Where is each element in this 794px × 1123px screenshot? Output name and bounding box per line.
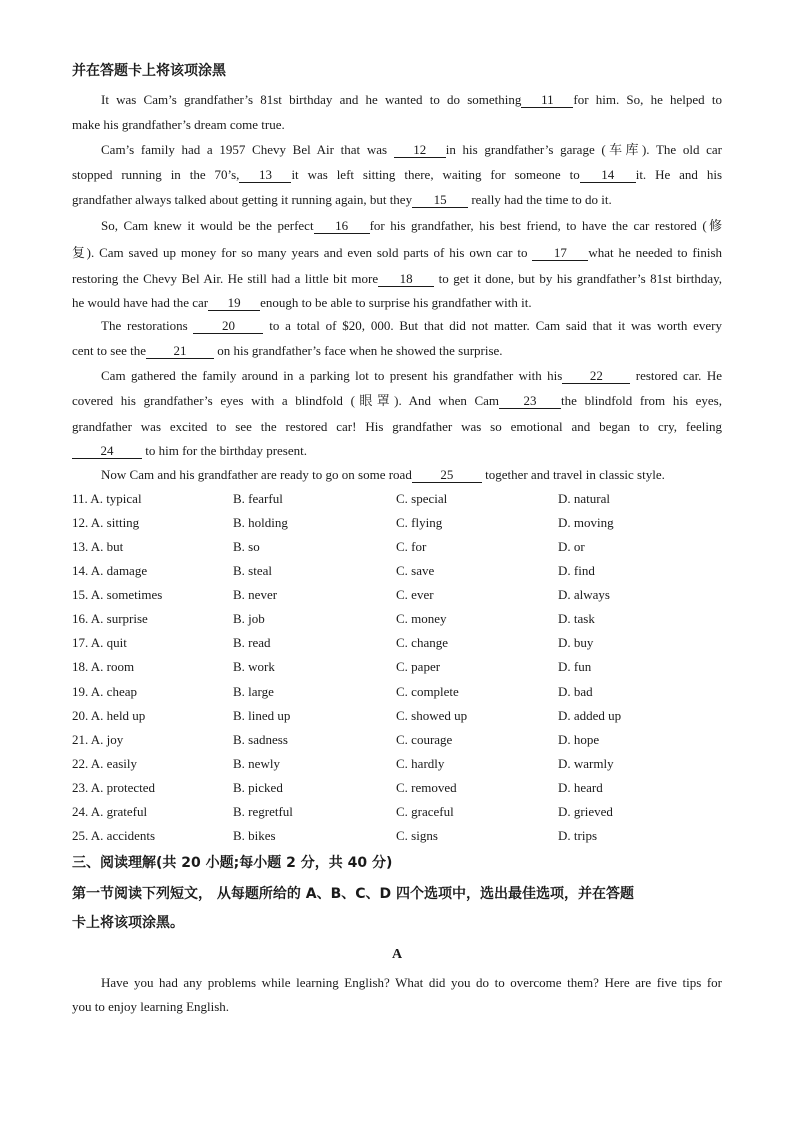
option-c: C. hardly bbox=[396, 756, 445, 771]
option-row bbox=[72, 491, 732, 507]
option-c: C. showed up bbox=[396, 708, 468, 723]
option-a: 17. A. quit bbox=[72, 635, 127, 650]
option-b: B. so bbox=[233, 539, 260, 554]
blank-11: 11 bbox=[521, 93, 573, 108]
blank-12: 12 bbox=[394, 143, 446, 158]
passage-line: cent to see the 21 on his grandfather’s face when he showed the surprise. bbox=[72, 343, 503, 358]
option-d: D. buy bbox=[558, 635, 594, 650]
option-a: 12. A. sitting bbox=[72, 515, 140, 530]
option-d: D. moving bbox=[558, 515, 614, 530]
blank-18: 18 bbox=[378, 272, 434, 287]
blank-14: 14 bbox=[580, 168, 636, 183]
option-row bbox=[72, 563, 732, 579]
section-heading: 并在答题卡上将该项涂黑 bbox=[72, 63, 226, 79]
option-c: C. money bbox=[396, 611, 447, 626]
passage-line: you to enjoy learning English. bbox=[72, 999, 230, 1014]
option-b: B. work bbox=[233, 659, 275, 674]
option-row bbox=[72, 804, 732, 820]
option-a: 16. A. surprise bbox=[72, 611, 148, 626]
reading-instruction: 第一节阅读下列短文， 从每题所给的 A、B、C、D 四个选项中，选出最佳选项，并在答题 bbox=[72, 886, 635, 902]
option-row bbox=[72, 828, 732, 844]
option-row bbox=[72, 756, 732, 772]
reading-section-heading: 三、阅读理解(共 20 小题;每小题 2 分，共 40 分) bbox=[72, 855, 393, 871]
option-d: D. always bbox=[558, 587, 610, 602]
passage-line: Now Cam and his grandfather are ready to go on some road 25 together and travel in classic style. bbox=[101, 467, 665, 482]
passage-line: covered his grandfather’s eyes with a blindfold (眼罩). And when Cam 23 the blindfold from his eyes, bbox=[72, 393, 722, 408]
option-b: B. fearful bbox=[233, 491, 283, 506]
passage-line: make his grandfather’s dream come true. bbox=[72, 117, 285, 132]
option-b: B. regretful bbox=[233, 804, 293, 819]
blank-15: 15 bbox=[412, 193, 468, 208]
option-d: D. added up bbox=[558, 708, 622, 723]
option-d: D. hope bbox=[558, 732, 600, 747]
passage-line: It was Cam’s grandfather’s 81st birthday and he wanted to do something 11 for him. So, he helped to bbox=[101, 92, 722, 107]
option-a: 15. A. sometimes bbox=[72, 587, 163, 602]
option-d: D. or bbox=[558, 539, 585, 554]
option-b: B. read bbox=[233, 635, 271, 650]
option-row bbox=[72, 708, 732, 724]
blank-17: 17 bbox=[532, 246, 588, 261]
option-c: C. flying bbox=[396, 515, 443, 530]
option-row bbox=[72, 684, 732, 700]
blank-16: 16 bbox=[314, 219, 370, 234]
option-row bbox=[72, 780, 732, 796]
passage-line: restoring the Chevy Bel Air. He still had a little bit more 18 to get it done, but by his grandfather’s 81st birthday, bbox=[72, 271, 723, 286]
option-a: 14. A. damage bbox=[72, 563, 148, 578]
option-b: B. never bbox=[233, 587, 278, 602]
blank-24: 24 bbox=[72, 444, 142, 459]
option-c: C. ever bbox=[396, 587, 434, 602]
option-c: C. change bbox=[396, 635, 448, 650]
option-b: B. job bbox=[233, 611, 265, 626]
option-a: 20. A. held up bbox=[72, 708, 146, 723]
passage-line: Have you had any problems while learning English? What did you do to overcome them? Here are five tips for bbox=[101, 975, 722, 990]
option-b: B. newly bbox=[233, 756, 280, 771]
blank-13: 13 bbox=[239, 168, 291, 183]
passage-line: So, Cam knew it would be the perfect 16 for his grandfather, his best friend, to have the car restored (修 bbox=[101, 218, 722, 233]
blank-19: 19 bbox=[208, 296, 260, 311]
option-b: B. holding bbox=[233, 515, 288, 530]
option-c: C. complete bbox=[396, 684, 459, 699]
passage-label: A bbox=[391, 947, 403, 962]
option-c: C. paper bbox=[396, 659, 441, 674]
option-d: D. bad bbox=[558, 684, 593, 699]
option-row bbox=[72, 732, 732, 748]
passage-line: stopped running in the 70’s, 13 it was left sitting there, waiting for someone to 14 it. He and his bbox=[72, 167, 723, 182]
option-b: B. lined up bbox=[233, 708, 291, 723]
option-b: B. sadness bbox=[233, 732, 288, 747]
option-d: D. fun bbox=[558, 659, 592, 674]
option-d: D. find bbox=[558, 563, 595, 578]
option-a: 22. A. easily bbox=[72, 756, 137, 771]
option-b: B. bikes bbox=[233, 828, 276, 843]
passage-line: 复). Cam saved up money for so many years and even sold parts of his own car to 17 what he needed to finish bbox=[72, 245, 722, 260]
option-row bbox=[72, 515, 732, 531]
option-c: C. courage bbox=[396, 732, 453, 747]
option-d: D. warmly bbox=[558, 756, 614, 771]
option-b: B. large bbox=[233, 684, 274, 699]
option-c: C. special bbox=[396, 491, 448, 506]
option-d: D. task bbox=[558, 611, 595, 626]
option-d: D. trips bbox=[558, 828, 597, 843]
blank-20: 20 bbox=[193, 319, 263, 334]
option-d: D. natural bbox=[558, 491, 610, 506]
blank-22: 22 bbox=[562, 369, 630, 384]
passage-line: Cam’s family had a 1957 Chevy Bel Air that was 12 in his grandfather’s garage (车库). The old car bbox=[101, 142, 723, 157]
option-c: C. save bbox=[396, 563, 435, 578]
passage-line: 24 to him for the birthday present. bbox=[72, 443, 722, 459]
option-b: B. picked bbox=[233, 780, 283, 795]
passage-line: grandfather was excited to see the restored car! His grandfather was so emotional and began to cry, feeling bbox=[72, 419, 722, 434]
option-c: C. signs bbox=[396, 828, 438, 843]
option-a: 19. A. cheap bbox=[72, 684, 137, 699]
option-row bbox=[72, 539, 732, 555]
option-row bbox=[72, 611, 732, 627]
option-row bbox=[72, 635, 732, 651]
option-a: 13. A. but bbox=[72, 539, 124, 554]
blank-23: 23 bbox=[499, 394, 561, 409]
option-a: 23. A. protected bbox=[72, 780, 156, 795]
option-row bbox=[72, 659, 732, 675]
passage-line: he would have had the car 19 enough to be able to surprise his grandfather with it. bbox=[72, 295, 532, 310]
reading-instruction: 卡上将该项涂黑。 bbox=[72, 915, 184, 931]
blank-21: 21 bbox=[146, 344, 214, 359]
option-a: 18. A. room bbox=[72, 659, 135, 674]
option-d: D. heard bbox=[558, 780, 603, 795]
option-a: 25. A. accidents bbox=[72, 828, 156, 843]
option-a: 11. A. typical bbox=[72, 491, 142, 506]
blank-25: 25 bbox=[412, 468, 482, 483]
option-c: C. for bbox=[396, 539, 427, 554]
option-a: 21. A. joy bbox=[72, 732, 124, 747]
option-row bbox=[72, 587, 732, 603]
option-b: B. steal bbox=[233, 563, 272, 578]
passage-line: The restorations 20 to a total of $20, 000. But that did not matter. Cam said that it was worth every bbox=[101, 318, 722, 333]
option-c: C. removed bbox=[396, 780, 457, 795]
option-a: 24. A. grateful bbox=[72, 804, 148, 819]
passage-line: Cam gathered the family around in a parking lot to present his grandfather with his 22 restored car. He bbox=[101, 368, 723, 383]
passage-line: grandfather always talked about getting it running again, but they 15 really had the time to do it. bbox=[72, 192, 612, 207]
option-d: D. grieved bbox=[558, 804, 613, 819]
option-c: C. graceful bbox=[396, 804, 454, 819]
